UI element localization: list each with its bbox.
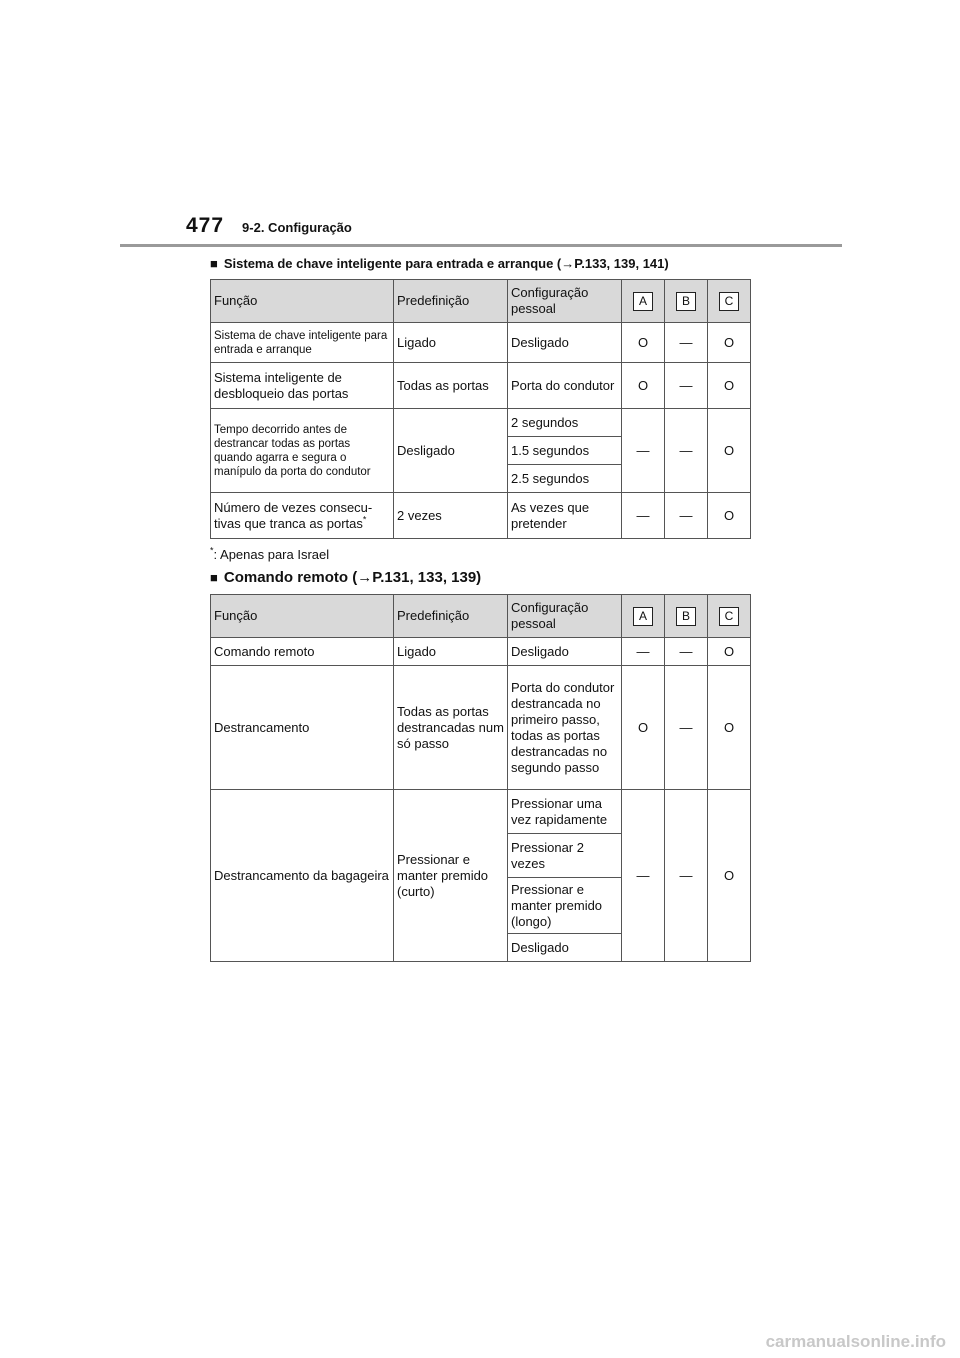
cell-c: O xyxy=(708,323,751,363)
footnote xyxy=(210,547,329,562)
footnote-text: : Apenas para Israel xyxy=(213,547,330,562)
cell-b: — xyxy=(665,409,708,493)
col-header-a: A xyxy=(633,292,653,311)
remote-control-table xyxy=(210,594,751,962)
cell-b: — xyxy=(665,666,708,790)
table-header-row xyxy=(211,280,751,323)
cell-a: O xyxy=(622,323,665,363)
cell-a: — xyxy=(622,409,665,493)
cell-predef: Desligado xyxy=(394,409,508,493)
cell-funcao: Tempo decorrido antes de destrancar todas as portas quando agarra e segura o manípulo da porta do condutor xyxy=(211,409,394,493)
table-row xyxy=(211,363,751,409)
cell-a: O xyxy=(622,666,665,790)
section-title-text: Sistema de chave inteligente para entrada e arranque (→P.133, 139, 141) xyxy=(223,256,669,271)
table-header-row xyxy=(211,595,751,638)
cell-funcao: Número de vezes consecu-tivas que tranca as portas* xyxy=(211,493,394,539)
table-row xyxy=(211,638,751,666)
cell-config-option: Pressionar 2 vezes xyxy=(508,834,622,878)
footnote-mark: * xyxy=(210,545,214,556)
section-title-remote xyxy=(210,569,481,586)
cell-a: O xyxy=(622,363,665,409)
col-header-c: C xyxy=(719,292,739,311)
cell-config-option: Desligado xyxy=(508,934,622,962)
cell-b: — xyxy=(665,323,708,363)
col-header-c: C xyxy=(719,607,739,626)
cell-config-option: Pressionar uma vez rapidamente xyxy=(508,790,622,834)
cell-config: Desligado xyxy=(508,638,622,666)
watermark: carmanualsonline.info xyxy=(765,1332,946,1351)
table-row xyxy=(211,409,751,437)
cell-predef: Ligado xyxy=(394,323,508,363)
section-title-text: Comando remoto (→P.131, 133, 139) xyxy=(223,569,482,586)
cell-config-option: 2 segundos xyxy=(508,409,622,437)
cell-predef: Pressionar e manter premido (curto) xyxy=(394,790,508,962)
table-row xyxy=(211,323,751,363)
cell-c: O xyxy=(708,409,751,493)
cell-funcao: Comando remoto xyxy=(211,638,394,666)
cell-config: Porta do condutor xyxy=(508,363,622,409)
table-row xyxy=(211,666,751,790)
header-rule xyxy=(120,244,842,247)
cell-config-option: 2.5 segundos xyxy=(508,465,622,493)
cell-a: — xyxy=(622,493,665,539)
table-row xyxy=(211,790,751,834)
col-header-b: B xyxy=(676,292,696,311)
cell-config: Porta do condutor destrancada no primeiro passo, todas as portas destrancadas no segundo passo xyxy=(508,666,622,790)
cell-config: As vezes que pretender xyxy=(508,493,622,539)
cell-a: — xyxy=(622,790,665,962)
cell-config: Desligado xyxy=(508,323,622,363)
cell-b: — xyxy=(665,493,708,539)
cell-a: — xyxy=(622,638,665,666)
cell-predef: Ligado xyxy=(394,638,508,666)
cell-funcao: Destrancamento da bagageira xyxy=(211,790,394,962)
section-name: 9-2. Configuração xyxy=(242,220,352,235)
footnote-mark: * xyxy=(362,514,367,525)
cell-b: — xyxy=(665,790,708,962)
square-bullet-icon: ■ xyxy=(210,256,218,271)
cell-c: O xyxy=(708,790,751,962)
col-header-b: B xyxy=(676,607,696,626)
cell-funcao: Sistema inteligente de desbloqueio das portas xyxy=(211,363,394,409)
table-row xyxy=(211,493,751,539)
cell-c: O xyxy=(708,493,751,539)
cell-funcao: Sistema de chave inteligente para entrada e arranque xyxy=(211,323,394,363)
page-header xyxy=(186,214,352,238)
square-bullet-icon: ■ xyxy=(210,570,218,585)
section-title-smart-key xyxy=(210,256,669,271)
cell-b: — xyxy=(665,638,708,666)
col-header-a: A xyxy=(633,607,653,626)
col-header-configuracao: Configuração pessoal xyxy=(508,280,622,323)
col-header-funcao: Função xyxy=(211,595,394,638)
page-number: 477 xyxy=(186,214,225,237)
cell-c: O xyxy=(708,363,751,409)
cell-b: — xyxy=(665,363,708,409)
cell-config-option: Pressionar e manter premido (longo) xyxy=(508,878,622,934)
col-header-predefinicao: Predefinição xyxy=(394,280,508,323)
col-header-funcao: Função xyxy=(211,280,394,323)
cell-config-option: 1.5 segundos xyxy=(508,437,622,465)
col-header-predefinicao: Predefinição xyxy=(394,595,508,638)
cell-predef: 2 vezes xyxy=(394,493,508,539)
cell-predef: Todas as portas xyxy=(394,363,508,409)
smart-key-table xyxy=(210,279,751,539)
col-header-configuracao: Configuração pessoal xyxy=(508,595,622,638)
cell-predef: Todas as portas destrancadas num só passo xyxy=(394,666,508,790)
cell-c: O xyxy=(708,638,751,666)
cell-c: O xyxy=(708,666,751,790)
cell-funcao: Destrancamento xyxy=(211,666,394,790)
